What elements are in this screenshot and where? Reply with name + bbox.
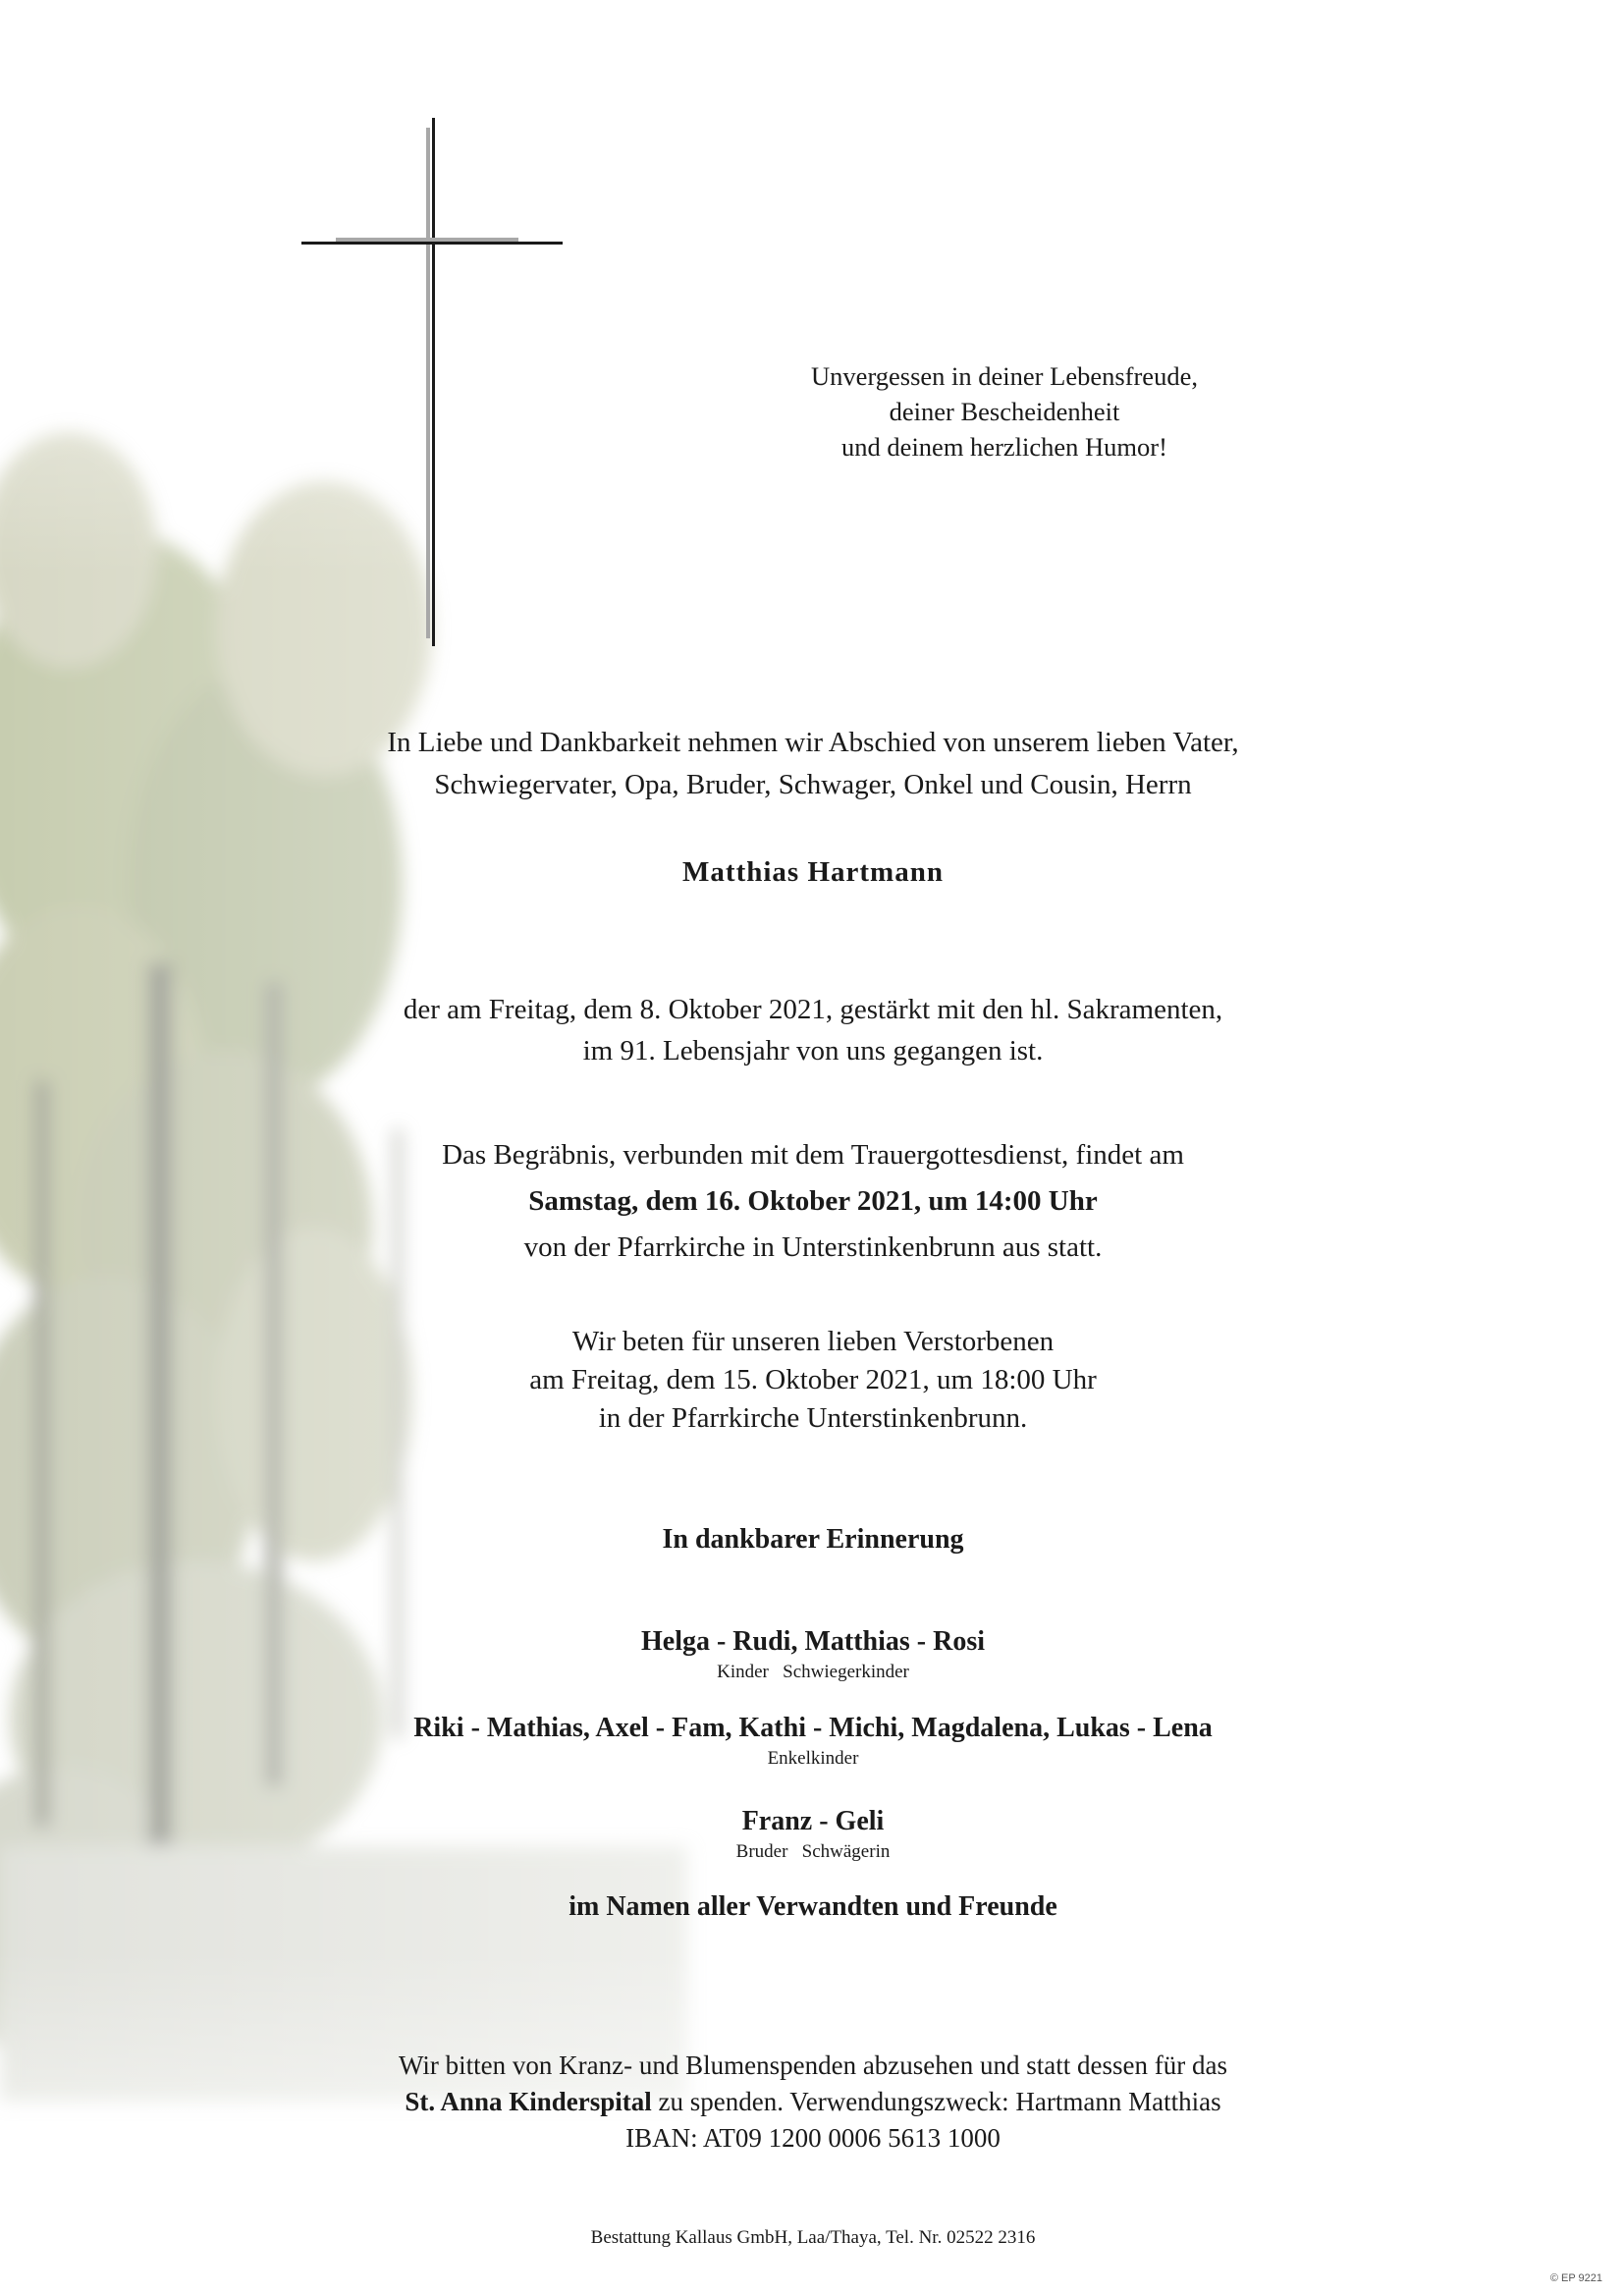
funeral-date: Samstag, dem 16. Oktober 2021, um 14:00 Uhr <box>528 1185 1098 1217</box>
mourners-children <box>641 1623 985 1684</box>
funeral-line: von der Pfarrkirche in Unterstinkenbrunn aus statt. <box>523 1231 1103 1263</box>
mourners-grandchildren <box>413 1710 1213 1771</box>
death-line: im 91. Lebensjahr von uns gegangen ist. <box>582 1035 1044 1066</box>
donation-line: Wir bitten von Kranz- und Blumenspenden abzusehen und statt dessen für das <box>399 2050 1227 2080</box>
print-code: © EP 9221 <box>1549 2272 1602 2284</box>
funeral-home-footer: Bestattung Kallaus GmbH, Laa/Thaya, Tel. Nr. 02522 2316 <box>590 2227 1036 2248</box>
deceased-name: Matthias Hartmann <box>682 856 944 888</box>
mourner-relation: Bruder Schwägerin <box>735 1841 891 1862</box>
death-line: der am Freitag, dem 8. Oktober 2021, gestärkt mit den hl. Sakramenten, <box>403 994 1223 1025</box>
iban: IBAN: AT09 1200 0006 5613 1000 <box>625 2123 1001 2153</box>
mourner-names: Helga - Rudi, Matthias - Rosi <box>641 1626 985 1657</box>
motto-line: deiner Bescheidenheit <box>889 397 1120 426</box>
donation-request <box>399 2048 1227 2157</box>
prayer-info <box>529 1323 1097 1438</box>
intro-line: Schwiegervater, Opa, Bruder, Schwager, Onkel und Cousin, Herrn <box>434 769 1192 800</box>
funeral-line: Das Begräbnis, verbunden mit dem Trauergottesdienst, findet am <box>442 1139 1184 1171</box>
prayer-line: am Freitag, dem 15. Oktober 2021, um 18:00 Uhr <box>529 1364 1097 1395</box>
motto-line: und deinem herzlichen Humor! <box>841 432 1167 462</box>
prayer-line: in der Pfarrkirche Unterstinkenbrunn. <box>598 1402 1028 1434</box>
mourner-names: Riki - Mathias, Axel - Fam, Kathi - Michi, Magdalena, Lukas - Lena <box>413 1713 1213 1743</box>
intro-text <box>387 722 1238 806</box>
mourner-names: Franz - Geli <box>741 1806 885 1836</box>
mourner-relation: Enkelkinder <box>767 1748 859 1769</box>
intro-line: In Liebe und Dankbarkeit nehmen wir Abschied von unserem lieben Vater, <box>387 727 1239 758</box>
death-info <box>404 989 1222 1071</box>
donation-purpose: zu spenden. Verwendungszweck: Hartmann Matthias <box>651 2087 1221 2116</box>
closing-line: im Namen aller Verwandten und Freunde <box>568 1891 1057 1922</box>
cross-icon <box>295 118 569 648</box>
charity-name: St. Anna Kinderspital <box>405 2087 652 2116</box>
motto-line: Unvergessen in deiner Lebensfreude, <box>811 361 1198 391</box>
funeral-info <box>442 1132 1184 1271</box>
donation-line <box>399 2084 1227 2120</box>
mourners-siblings <box>736 1803 891 1864</box>
prayer-line: Wir beten für unseren lieben Verstorbenen <box>571 1326 1055 1357</box>
memory-heading: In dankbarer Erinnerung <box>662 1524 964 1555</box>
mourner-relation: Kinder Schwiegerkinder <box>717 1662 909 1682</box>
motto-quote <box>811 358 1198 465</box>
